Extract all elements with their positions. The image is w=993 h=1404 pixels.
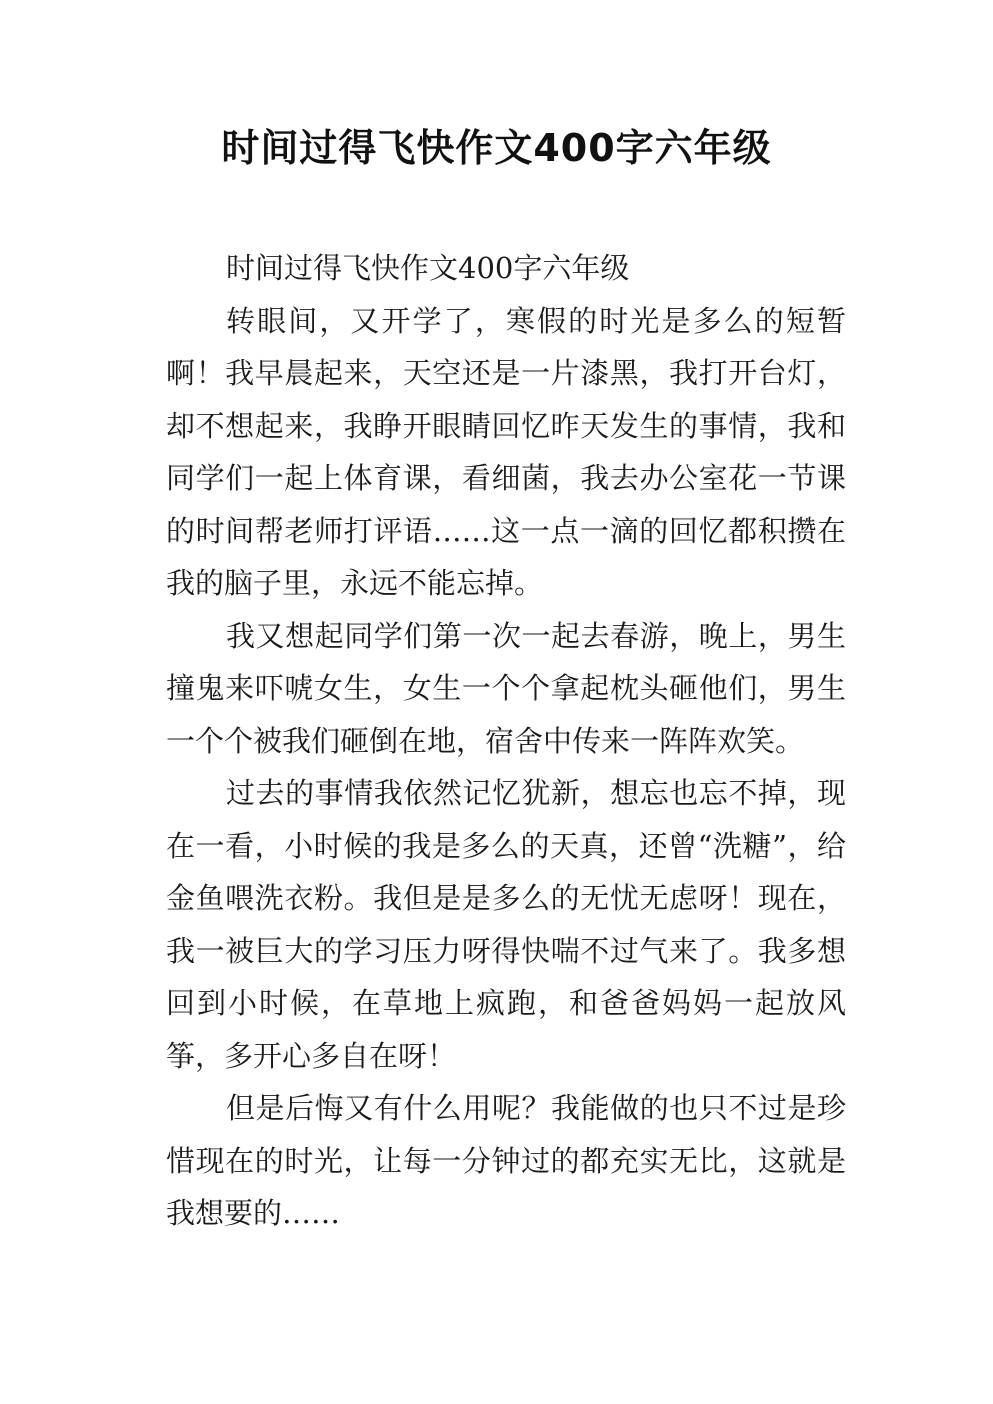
paragraph: 过去的事情我依然记忆犹新，想忘也忘不掉，现在一看，小时候的我是多么的天真，还曾“洗糖”，给金鱼喂洗衣粉。我但是是多么的无忧无虑呀！现在，我一被巨大的学习压力呀得快喘不过气来了。我多想回到小时候，在草地上疯跑，和爸爸妈妈一起放风筝，多开心多自在呀！ (166, 776, 846, 1073)
document-title: 时间过得飞快作文400字六年级 (221, 126, 772, 170)
paragraph: 我又想起同学们第一次一起去春游，晚上，男生撞鬼来吓唬女生，女生一个个拿起枕头砸他们，男生一个个被我们砸倒在地，宿舍中传来一阵阵欢笑。 (166, 618, 846, 758)
document-body (166, 242, 846, 1240)
paragraph-subtitle: 时间过得飞快作文400字六年级 (226, 251, 630, 285)
paragraph: 转眼间，又开学了，寒假的时光是多么的短暂啊！我早晨起来，天空还是一片漆黑，我打开台灯，却不想起来，我睁开眼睛回忆昨天发生的事情，我和同学们一起上体育课，看细菌，我去办公室花一节课的时间帮老师打评语……这一点一滴的回忆都积攒在我的脑子里，永远不能忘掉。 (166, 303, 846, 600)
paragraph: 但是后悔又有什么用呢？我能做的也只不过是珍惜现在的时光，让每一分钟过的都充实无比，这就是我想要的…… (166, 1091, 846, 1230)
